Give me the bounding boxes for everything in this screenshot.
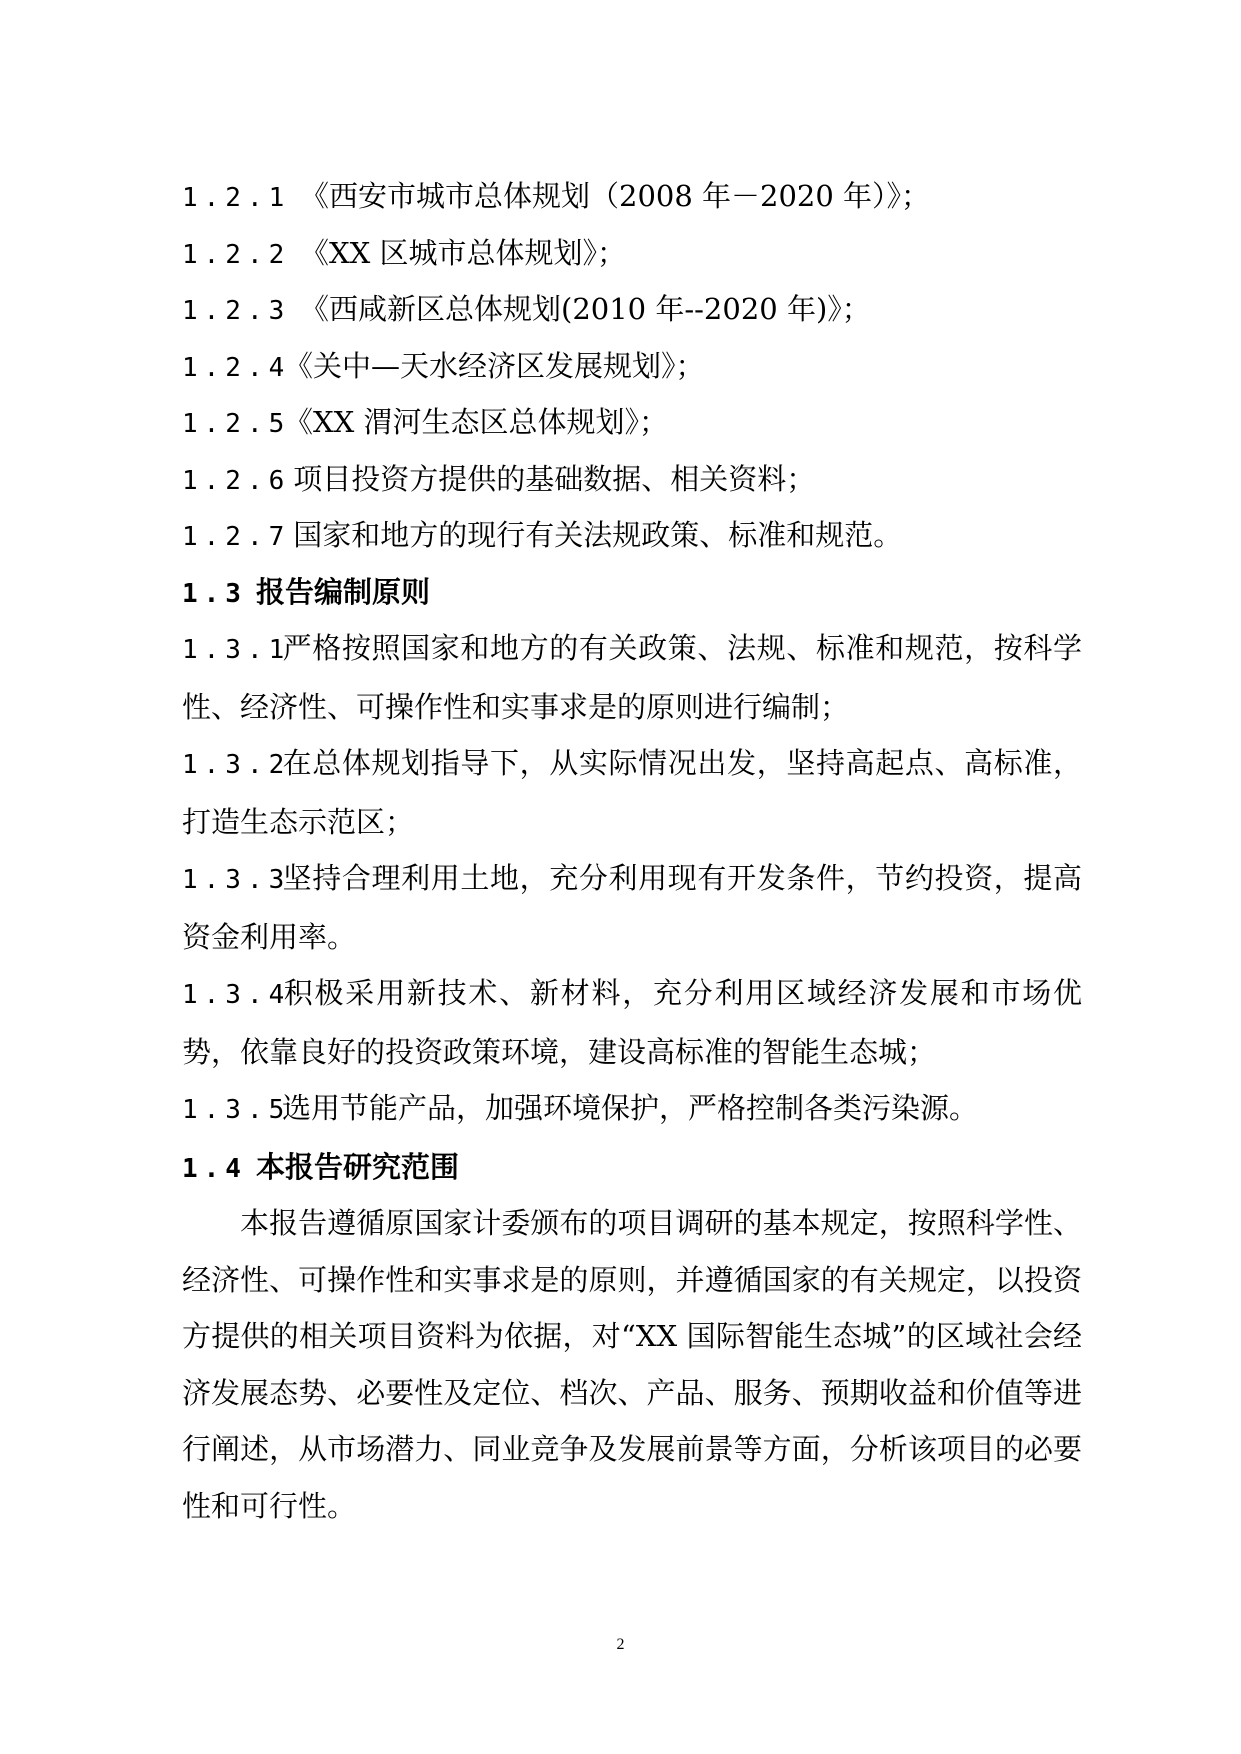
item-number: 1.2.2 [182,239,291,270]
basis-item [182,394,1082,451]
section-title: 本报告研究范围 [256,1149,460,1184]
principle-item [182,965,1082,1080]
item-number: 1.2.5 [182,409,291,439]
item-number: 1.2.6 [182,465,291,496]
principle-item [182,735,1082,850]
section-number: 1.3 [182,578,247,609]
item-text: 《关中—天水经济区发展规划》； [284,348,705,383]
item-text: 在总体规划指导下，从实际情况出发，坚持高起点、高标准，打造生态示范区； [182,746,1082,839]
basis-item [182,451,1082,508]
item-text: 《XX 渭河生态区总体规划》； [284,405,669,439]
item-text: 《西咸新区总体规划(2010 年--2020 年)》； [300,292,871,326]
scope-paragraph: 本报告遵循原国家计委颁布的项目调研的基本规定，按照科学性、经济性、可操作性和实事求是的原则，并遵循国家的有关规定，以投资方提供的相关项目资料为依据，对“XX 国际智能生态城”的区域社会经济发展态势、必要性及定位、档次、产品、服务、预期收益和价值等进行阐述，从市场潜力、同业竞争及发展前景等方面，分析该项目的必要性和可行性。 [182,1206,1082,1523]
item-text: 国家和地方的现行有关法规政策、标准和规范。 [284,518,903,552]
item-text: 严格按照国家和地方的有关政策、法规、标准和规范，按科学性、经济性、可操作性和实事求是的原则进行编制； [182,631,1082,724]
section-heading [182,564,1082,621]
basis-item [182,168,1082,225]
item-text: 坚持合理利用土地，充分利用现有开发条件，节约投资，提高资金利用率。 [182,861,1082,954]
basis-item [182,507,1082,564]
section-number: 1.4 [182,1153,247,1184]
section-heading [182,1139,1082,1196]
basis-item [182,225,1082,282]
item-number: 1.2.7 [182,522,291,552]
item-text: 《西安市城市总体规划（2008 年－2020 年）》； [300,179,931,213]
item-number: 1.2.1 [182,183,291,213]
page-number: 2 [616,1636,625,1653]
principle-item [182,1080,1082,1139]
item-number: 1.2.4 [182,352,291,383]
item-number: 1.3.3 [182,865,291,895]
item-number: 1.3.5 [182,1095,291,1125]
item-number: 1.3.4 [182,980,291,1010]
item-number: 1.3.2 [182,750,291,780]
item-number: 1.3.1 [182,635,291,665]
basis-item [182,281,1082,338]
item-text: 项目投资方提供的基础数据、相关资料； [284,461,816,496]
section-title: 报告编制原则 [256,574,431,609]
principle-item [182,620,1082,735]
item-text: 积极采用新技术、新材料，充分利用区域经济发展和市场优势，依靠良好的投资政策环境，建设高标准的智能生态城； [182,976,1082,1069]
principle-item [182,850,1082,965]
document-body [182,168,1082,1534]
item-text: 选用节能产品，加强环境保护，严格控制各类污染源。 [282,1091,979,1125]
item-number: 1.2.3 [182,296,291,326]
basis-item [182,338,1082,395]
item-text: 《XX 区城市总体规划》； [300,235,627,270]
